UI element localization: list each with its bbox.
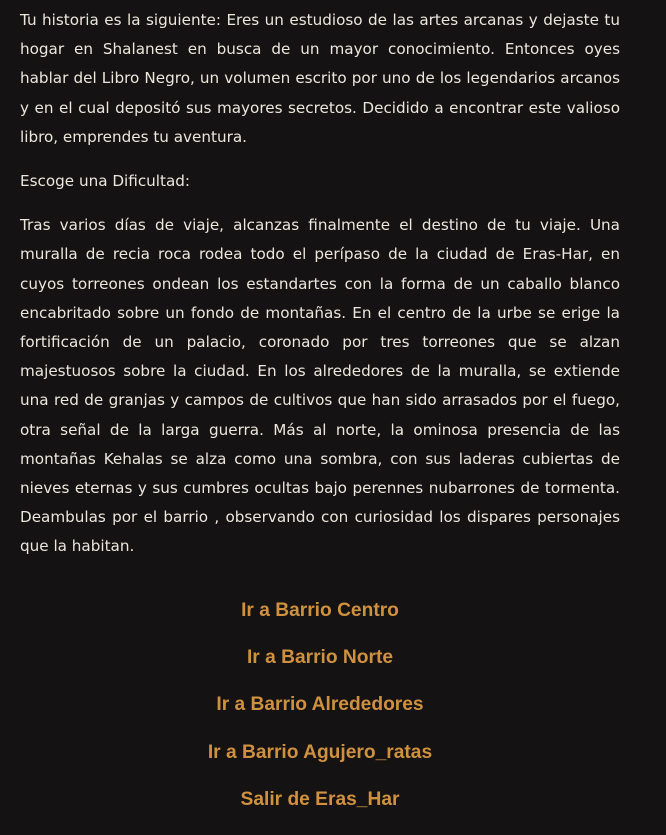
difficulty-prompt: Escoge una Dificultad: <box>20 172 191 191</box>
story-intro-paragraph: Tu historia es la siguiente: Eres un estudioso de las artes arcanas y dejaste tu hogar en Shalanest en busca de un mayor conocimiento. Entonces oyes hablar del Libro Negro, un volumen escrito por uno de los legendarios arcanos y en el cual depositó sus mayores secretos. Decidido a encontrar este valioso libro, emprendes tu aventura. <box>20 11 620 146</box>
city-description-paragraph: Tras varios días de viaje, alcanzas finalmente el destino de tu viaje. Una muralla de recia roca rodea todo el perípaso de la ciudad de Eras-Har, en cuyos torreones ondean los estandartes con la forma de un caballo blanco encabritado sobre un fondo de montañas. En el centro de la urbe se erige la fortificación de un palacio, coronado por tres torreones que se alzan majestuosos sobre la ciudad. En los alrededores de la muralla, se extiende una red de granjas y campos de cultivos que han sido arrasados por el fuego, otra señal de la larga guerra. Más al norte, la ominosa presencia de las montañas Kehalas se alza como una sombra, con sus laderas cubiertas de nieves eternas y sus cumbres ocultas bajo perennes nubarrones de tormenta. Deambulas por el barrio , observando con curiosidad los dispares personajes que la habitan. <box>20 216 620 556</box>
story-text <box>20 6 620 562</box>
choice-salir-eras-har-link[interactable]: Salir de Eras_Har <box>240 788 400 810</box>
choice-barrio-alrededores-link[interactable]: Ir a Barrio Alrededores <box>216 694 424 716</box>
choice-barrio-centro-link[interactable]: Ir a Barrio Centro <box>241 600 399 621</box>
choice-barrio-norte-link[interactable]: Ir a Barrio Norte <box>246 647 394 669</box>
choice-list <box>0 594 640 830</box>
choice-barrio-agujero-ratas-link[interactable]: Ir a Barrio Agujero_ratas <box>207 741 433 763</box>
